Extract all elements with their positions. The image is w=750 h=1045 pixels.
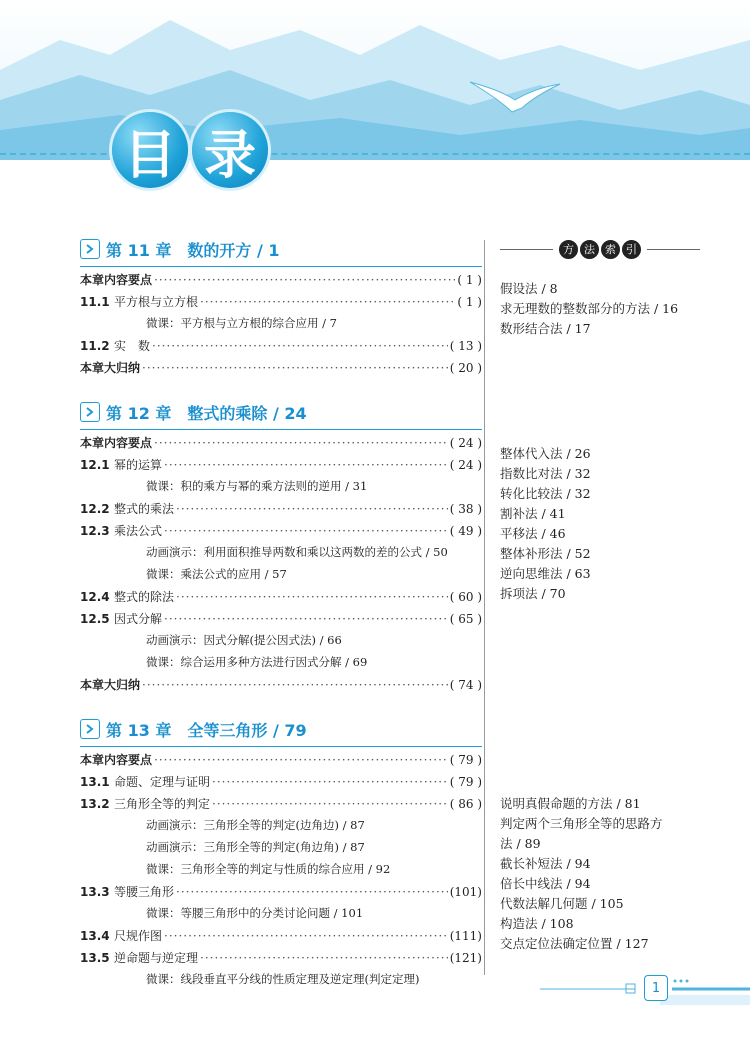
method-item[interactable]: 整体代入法 / 26 xyxy=(500,446,591,461)
method-item[interactable]: 交点定位法确定位置 / 127 xyxy=(500,936,649,951)
resource-entry[interactable]: 微课：乘法公式的应用 / 57 xyxy=(146,567,287,581)
toc-entry[interactable] xyxy=(80,949,482,971)
dot-leader xyxy=(200,951,448,965)
page-ref: ( 65 ) xyxy=(449,612,482,626)
section-title: 乘法公式 xyxy=(114,524,163,538)
method-item[interactable]: 求无理数的整数部分的方法 / 16 xyxy=(500,301,679,316)
section-number: 13.2 xyxy=(80,797,110,811)
toc-entry[interactable] xyxy=(80,773,482,795)
section-title: 尺规作图 xyxy=(114,929,163,943)
chevron-right-icon xyxy=(80,402,100,422)
dot-leader xyxy=(164,612,448,626)
chapter-title: 第 12 章 整式的乘除 / 24 xyxy=(106,403,307,423)
page-ref: ( 20 ) xyxy=(449,361,482,375)
method-item[interactable]: 法 / 89 xyxy=(500,836,541,851)
toc-entry[interactable] xyxy=(80,883,482,905)
section-number: 12.4 xyxy=(80,590,110,604)
method-index-title-char: 法 xyxy=(580,240,599,259)
section-title: 整式的乘法 xyxy=(114,502,175,516)
method-item[interactable]: 指数比对法 / 32 xyxy=(500,466,591,481)
table-of-contents xyxy=(80,236,482,993)
dot-leader xyxy=(176,502,448,516)
section-number: 11.1 xyxy=(80,295,110,309)
section-number: 13.1 xyxy=(80,775,110,789)
method-item[interactable]: 说明真假命题的方法 / 81 xyxy=(500,796,641,811)
section-title: 因式分解 xyxy=(114,612,163,626)
page-title xyxy=(112,112,268,188)
method-item[interactable]: 假设法 / 8 xyxy=(500,281,558,296)
section-title: 命题、定理与证明 xyxy=(114,775,211,789)
toc-entry[interactable] xyxy=(80,522,482,544)
column-divider xyxy=(484,240,485,975)
dot-leader xyxy=(176,885,448,899)
toc-entry[interactable] xyxy=(80,271,482,293)
page-ref: ( 74 ) xyxy=(449,678,482,692)
page-ref: (101) xyxy=(449,885,482,899)
section-title: 本章大归纳 xyxy=(80,678,141,692)
resource-entry[interactable]: 微课：综合运用多种方法进行因式分解 / 69 xyxy=(146,655,368,669)
section-title: 实 数 xyxy=(114,339,151,353)
section-title: 幂的运算 xyxy=(114,458,163,472)
resource-entry[interactable]: 微课：积的乘方与幂的乘方法则的逆用 / 31 xyxy=(146,479,368,493)
page-ref: ( 24 ) xyxy=(449,436,482,450)
section-title: 平方根与立方根 xyxy=(114,295,199,309)
chapter-title: 第 13 章 全等三角形 / 79 xyxy=(106,720,307,740)
title-char: 录 xyxy=(192,112,268,188)
section-number: 12.5 xyxy=(80,612,110,626)
method-group xyxy=(500,794,700,954)
method-index-title-char: 索 xyxy=(601,240,620,259)
section-title: 三角形全等的判定 xyxy=(114,797,211,811)
method-index-title-char: 引 xyxy=(622,240,641,259)
method-item[interactable]: 拆项法 / 70 xyxy=(500,586,566,601)
dot-leader xyxy=(176,590,448,604)
method-index xyxy=(500,240,700,954)
method-item[interactable]: 倍长中线法 / 94 xyxy=(500,876,591,891)
dot-leader xyxy=(154,273,455,287)
toc-entry[interactable] xyxy=(80,434,482,456)
chapter-heading[interactable] xyxy=(80,236,482,262)
chapter-title: 第 11 章 数的开方 / 1 xyxy=(106,240,280,260)
section-number: 12.3 xyxy=(80,524,110,538)
section-number: 13.3 xyxy=(80,885,110,899)
method-item[interactable]: 整体补形法 / 52 xyxy=(500,546,591,561)
section-title: 整式的除法 xyxy=(114,590,175,604)
chapter-heading[interactable] xyxy=(80,399,482,425)
method-index-title-char: 方 xyxy=(559,240,578,259)
dot-leader xyxy=(154,436,448,450)
section-number: 12.2 xyxy=(80,502,110,516)
page-ref: (121) xyxy=(449,951,482,965)
chevron-right-icon xyxy=(80,719,100,739)
section-title: 本章大归纳 xyxy=(80,361,141,375)
toc-entry[interactable] xyxy=(80,795,482,817)
dot-leader xyxy=(142,361,448,375)
section-number: 13.5 xyxy=(80,951,110,965)
toc-entry[interactable] xyxy=(80,337,482,359)
page-ref: ( 79 ) xyxy=(449,775,482,789)
chevron-right-icon xyxy=(80,239,100,259)
section-number: 11.2 xyxy=(80,339,110,353)
resource-entry[interactable]: 动画演示：利用面积推导两数和乘以这两数的差的公式 / 50 xyxy=(146,545,448,559)
method-item[interactable]: 构造法 / 108 xyxy=(500,916,574,931)
toc-entry[interactable] xyxy=(80,751,482,773)
method-item[interactable]: 数形结合法 / 17 xyxy=(500,321,591,336)
method-item[interactable]: 代数法解几何题 / 105 xyxy=(500,896,624,911)
section-title: 本章内容要点 xyxy=(80,753,153,767)
section-title: 等腰三角形 xyxy=(114,885,175,899)
dot-leader xyxy=(152,339,448,353)
toc-entry[interactable] xyxy=(80,359,482,381)
chapter-rule xyxy=(80,429,482,430)
resource-entry[interactable]: 动画演示：三角形全等的判定(边角边) / 87 xyxy=(146,818,365,832)
method-item[interactable]: 转化比较法 / 32 xyxy=(500,486,591,501)
section-number: 12.1 xyxy=(80,458,110,472)
toc-entry[interactable] xyxy=(80,610,482,632)
title-char: 目 xyxy=(112,112,188,188)
dot-leader xyxy=(212,775,448,789)
chapter-rule xyxy=(80,746,482,747)
page-ref: ( 38 ) xyxy=(449,502,482,516)
dot-leader xyxy=(212,797,448,811)
page-ref: ( 13 ) xyxy=(449,339,482,353)
dot-leader xyxy=(164,524,448,538)
dot-leader xyxy=(164,929,448,943)
method-group xyxy=(500,444,700,604)
section-title: 本章内容要点 xyxy=(80,273,153,287)
page-ref: ( 60 ) xyxy=(449,590,482,604)
dot-leader xyxy=(154,753,448,767)
resource-entry[interactable]: 动画演示：因式分解(提公因式法) / 66 xyxy=(146,633,342,647)
section-title: 逆命题与逆定理 xyxy=(114,951,199,965)
page-ref: ( 49 ) xyxy=(449,524,482,538)
resource-entry[interactable]: 微课：平方根与立方根的综合应用 / 7 xyxy=(146,316,338,330)
toc-entry[interactable] xyxy=(80,500,482,522)
page-ref: ( 1 ) xyxy=(457,273,482,287)
method-item[interactable]: 平移法 / 46 xyxy=(500,526,566,541)
dot-leader xyxy=(200,295,455,309)
toc-entry[interactable] xyxy=(80,676,482,698)
dot-leader xyxy=(164,458,448,472)
page-ref: (111) xyxy=(449,929,482,943)
toc-entry[interactable] xyxy=(80,927,482,949)
page-ref: ( 24 ) xyxy=(449,458,482,472)
resource-entry[interactable]: 微课：三角形全等的判定与性质的综合应用 / 92 xyxy=(146,862,391,876)
toc-entry[interactable] xyxy=(80,588,482,610)
resource-entry[interactable]: 微课：线段垂直平分线的性质定理及逆定理(判定定理) xyxy=(146,972,420,986)
page-ref: ( 1 ) xyxy=(457,295,482,309)
toc-entry[interactable] xyxy=(80,456,482,478)
method-item[interactable]: 判定两个三角形全等的思路方 xyxy=(500,816,663,831)
page-number: 1 xyxy=(644,975,668,1001)
resource-entry[interactable]: 微课：等腰三角形中的分类讨论问题 / 101 xyxy=(146,906,364,920)
chapter-rule xyxy=(80,266,482,267)
method-index-header xyxy=(500,240,700,259)
toc-entry[interactable] xyxy=(80,293,482,315)
section-title: 本章内容要点 xyxy=(80,436,153,450)
method-group xyxy=(500,279,700,339)
method-item[interactable]: 割补法 / 41 xyxy=(500,506,566,521)
page-ref: ( 79 ) xyxy=(449,753,482,767)
resource-entry[interactable]: 动画演示：三角形全等的判定(角边角) / 87 xyxy=(146,840,365,854)
chapter-heading[interactable] xyxy=(80,716,482,742)
method-item[interactable]: 截长补短法 / 94 xyxy=(500,856,591,871)
section-number: 13.4 xyxy=(80,929,110,943)
page-ref: ( 86 ) xyxy=(449,797,482,811)
dot-leader xyxy=(142,678,448,692)
method-item[interactable]: 逆向思维法 / 63 xyxy=(500,566,591,581)
